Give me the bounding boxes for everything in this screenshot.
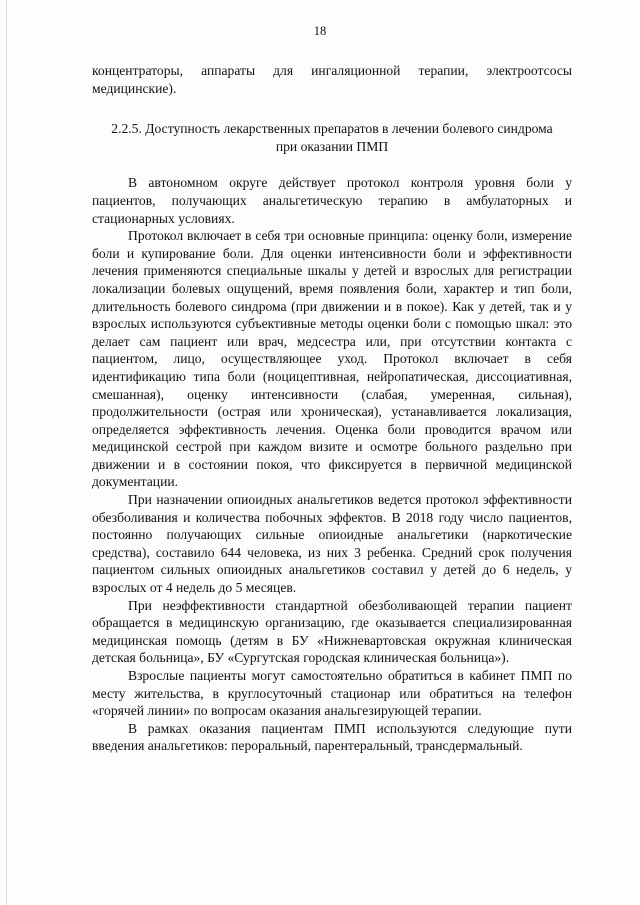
paragraph-opioid-analgesics: При назначении опиоидных анальгетиков ведется протокол эффективности обезболивания и количества побочных эффектов. В 2018 году число пациентов, постоянно получающих сильные опиоидные анальгетики (наркотические средства), составило 644 человека, из них 3 ребенка. Средний срок получения пациентом сильных опиоидных анальгетиков составил у детей до 6 недель, у взрослых от 4 недель до 5 месяцев.	[92, 492, 572, 596]
page-number: 18	[313, 24, 327, 38]
paragraph-administration-routes: В рамках оказания пациентам ПМП используются следующие пути введения анальгетиков: пероральный, парентеральный, трансдермальный.	[92, 720, 572, 754]
document-body	[92, 62, 572, 755]
paragraph-protocol-principles: Протокол включает в себя три основные принципа: оценку боли, измерение боли и купирование боли. Для оценки интенсивности боли и эффективности лечения применяются специальные шкалы у детей и взрослых для регистрации локализации болевых ощущений, время появления боли, характер и тип боли, длительность болевого синдрома (при движении и в покое). Как у детей, так и у взрослых используются субъективные методы оценки боли с помощью шкал: это делает сам пациент или врач, медсестра или, при отсутствии контакта с пациентом, лицо, осуществляющее уход. Протокол включает в себя идентификацию типа боли (ноцицептивная, нейропатическая, диссоциативная, смешанная), оценку интенсивности (слабая, умеренная, сильная), продолжительности (острая или хроническая), устанавливается локализация, определяется эффективность лечения. Оценка боли проводится врачом или медицинской сестрой при каждом визите и осмотре больного раздельно при движении и в состоянии покоя, что фиксируется в первичной медицинской документации.	[92, 228, 572, 490]
paragraph-protocol-intro: В автономном округе действует протокол контроля уровня боли у пациентов, получающих анальгетическую терапию в амбулаторных и стационарных условиях.	[92, 175, 572, 226]
scan-edge-line	[6, 0, 7, 905]
paragraph-adult-patients: Взрослые пациенты могут самостоятельно обратиться в кабинет ПМП по месту жительства, в круглосуточный стационар или обратиться на телефон «горячей линии» по вопросам оказания анальгезирующей терапии.	[92, 668, 572, 719]
continuation-paragraph: концентраторы, аппараты для ингаляционной терапии, электроотсосы медицинские).	[92, 63, 572, 96]
section-heading: 2.2.5. Доступность лекарственных препаратов в лечении болевого синдрома при оказании ПМП	[111, 121, 553, 154]
paragraph-ineffective-therapy: При неэффективности стандартной обезболивающей терапии пациент обращается в медицинскую организацию, где оказывается специализированная медицинская помощь (детям в БУ «Нижневартовская окружная клиническая детская больница», БУ «Сургутская городская клиническая больница»).	[92, 597, 572, 666]
